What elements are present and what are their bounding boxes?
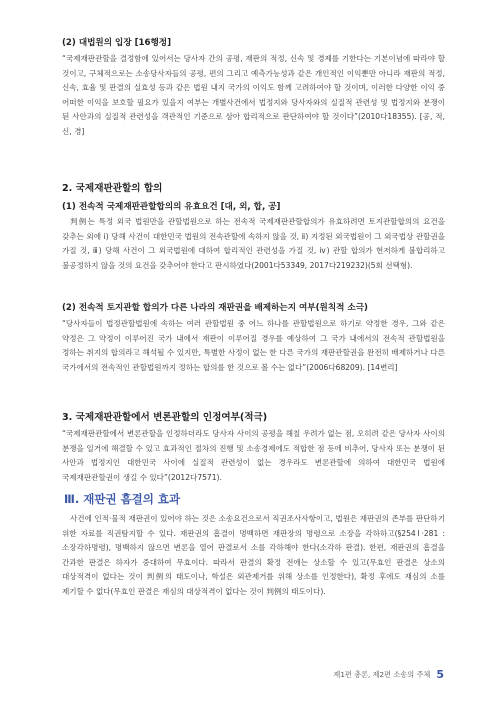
exclusive-jurisdiction-paragraph [62,215,445,273]
section-title-pleading-jurisdiction: 3. 국제재판관할에서 변론관할의 인정여부(적극) [62,412,268,423]
jurisdiction-defect-paragraph [62,512,445,599]
footer-chapter-label: 제1편 총론, 제2편 소송의 주체 [333,669,431,679]
section-title-jurisdiction-defect: Ⅲ. 재판권 흠결의 효과 [64,492,181,506]
page-footer [333,668,444,681]
section-title-agreement: 2. 국제재판관할의 합의 [62,183,163,194]
pleading-jurisdiction-paragraph [62,427,445,485]
page-number: 5 [436,668,444,681]
paragraph-text: “국제재판관할에서 변론관할을 인정하더라도 당사자 사이의 공평을 해칠 우려가 없는 점, 오히려 같은 당사자 사이의 분쟁을 일거에 해결할 수 있고 효과적인 절차의 진행 및 소송경제에도 적합한 점 등에 비추어, 당사자 또는 분쟁이 된 사안과 법정지인 대한민국 사이에 실질적 관련성이 없는 경우라도 변론관할에 의하여 대한민국 법원에 국제재판관할권이 생길 수 있다”(2012다7571). [62,429,445,482]
paragraph-text: “당사자들이 법정관할법원에 속하는 여러 관할법원 중 어느 하나를 관할법원으로 하기로 약정한 경우, 그와 같은 약정은 그 약정이 이루어진 국가 내에서 재판이 이루어질 경우를 예상하여 그 국가 내에서의 전속적 관할법원을 정하는 취지의 합의라고 해석될 수 있지만, 특별한 사정이 없는 한 다른 국가의 재판관할권을 완전히 배제하거나 다른 국가에서의 전속적인 관할법원까지 정하는 합의를 한 것으로 볼 수는 없다”(2006다68209). [14변리] [62,319,445,372]
territorial-agreement-heading: (2) 전속적 토지관할 합의가 다른 나라의 재판권을 배제하는지 여부(원칙적 소극) [62,303,368,313]
paragraph-text: “국제재판관할을 결정함에 있어서는 당사자 간의 공평, 재판의 적정, 신속 및 경제를 기한다는 기본이념에 따라야 할 것이고, 구체적으로는 소송당사자들의 공평, 편의 그리고 예측가능성과 같은 개인적인 이익뿐만 아니라 재판의 적정, 신속, 효율 및 판결의 실효성 등과 같은 법원 내지 국가의 이익도 함께 고려하여야 할 것이며, 이러한 다양한 이익 중 어떠한 이익을 보호할 필요가 있을지 여부는 개별사건에서 법정지와 당사자와의 실질적 관련성 및 법정지와 분쟁이 된 사안과의 실질적 관련성을 객관적인 기준으로 삼아 합리적으로 판단하여야 할 것이다”(2010다18355). [공, 적, 신, 경] [62,54,445,136]
supreme-court-position-heading: (2) 대법원의 입장 [16행정] [62,38,172,48]
paragraph-text: 判例는 특정 외국 법원만을 관할법원으로 하는 전속적 국제재판관할합의가 유효하려면 토지관할합의의 요건을 갖추는 외에 ⅰ) 당해 사건이 대한민국 법원의 전속관할에 속하지 않을 것, ⅱ) 지정된 외국법원이 그 외국법상 관할권을 가질 것, ⅲ) 당해 사건이 그 외국법원에 대하여 합리적인 관련성을 가질 것, ⅳ) 관할 합의가 현저하게 불합리하고 불공정하지 않을 것의 요건을 갖추어야 한다고 판시하였다(2001다53349, 2017다219232)(5회 선택형). [62,217,445,270]
paragraph-text: 사건에 인적·물적 재판권이 있어야 하는 것은 소송요건으로서 직권조사사항이고, 법원은 재판권의 존부를 판단하기 위한 자료를 직권탐지할 수 있다. 재판권의 흠결이 명백하면 재판장의 명령으로 소장을 각하하고(§254Ⅰ·281 : 소장각하명령), 명백하지 않으면 변론을 열어 판결로서 소를 각하해야 한다(소각하 판결). 한편, 재판권의 흠결을 간과한 판결은 하자가 중대하여 무효이다. 따라서 판결의 확정 전에는 상소할 수 있고(무효인 판결은 상소의 대상적격이 없다는 것이 判例의 태도이나, 학설은 외관제거를 위해 상소를 인정한다), 확정 후에도 재심의 소를 제기할 수 없다(무효인 판결은 재심의 대상적격이 없다는 것이 判例의 태도이다). [62,514,445,596]
exclusive-jurisdiction-heading: (1) 전속적 국제재판관할합의의 유효요건 [대, 외, 합, 공] [62,202,281,212]
supreme-court-position-paragraph [62,52,445,139]
territorial-agreement-paragraph [62,317,445,375]
